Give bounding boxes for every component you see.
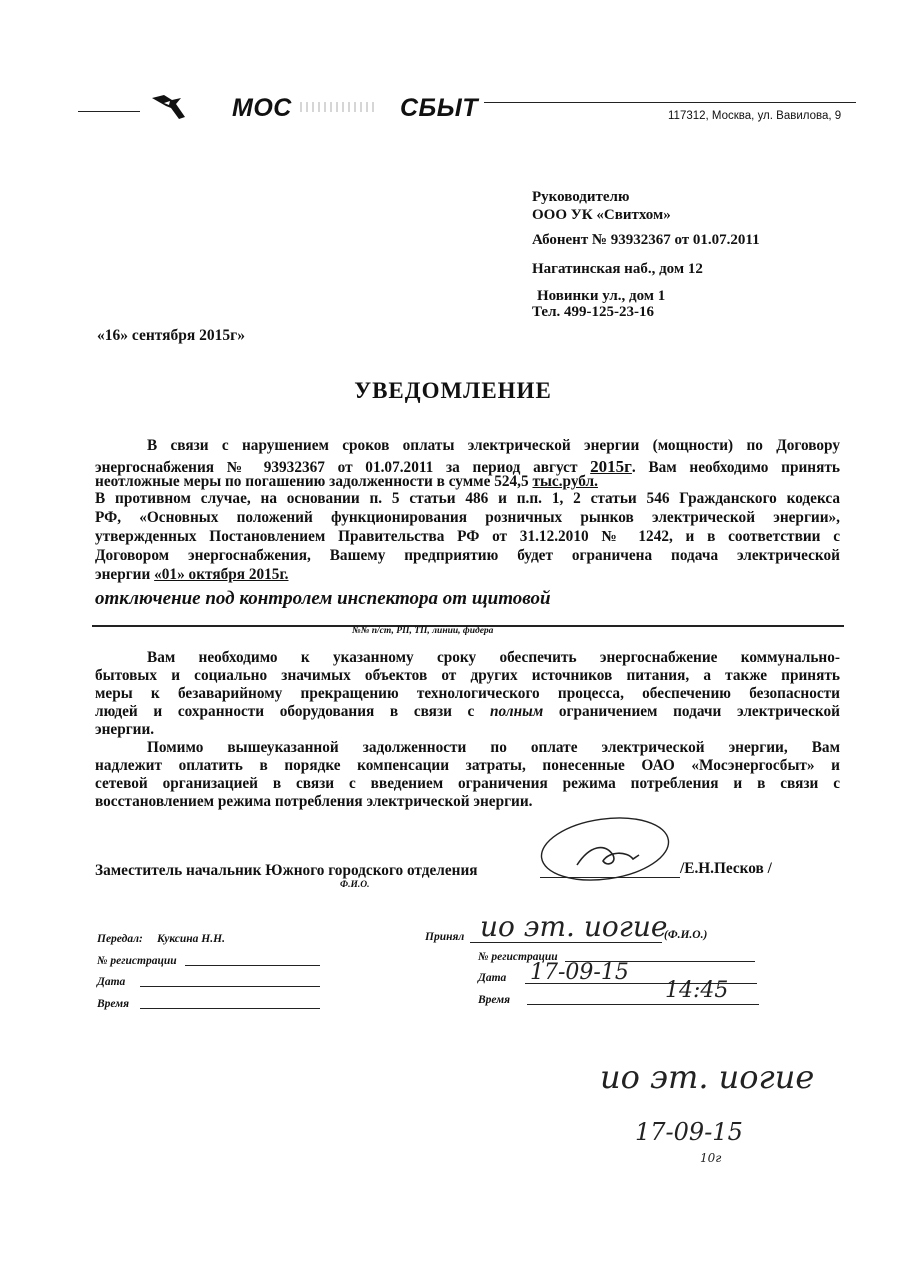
para1-line2: энергоснабжения № 93932367 от 01.07.2011 за период август 2015г. Вам необходимо принять	[95, 457, 840, 476]
left-time-line	[140, 1008, 320, 1009]
received-hw-time: 14:45	[665, 978, 729, 1003]
right-date-label: Дата	[478, 972, 507, 984]
logo-left: МОС	[232, 94, 292, 122]
logo-faded-middle	[300, 102, 378, 112]
left-reg-line	[185, 965, 320, 966]
footer-hw-name: ио эт. иогие	[600, 1058, 815, 1096]
letter-date: «16» сентября 2015г»	[97, 327, 245, 344]
debt-unit: тыс.рубл.	[532, 473, 598, 490]
logo-right: СБЫТ	[400, 94, 479, 122]
para2-line3: утвержденных Постановлением Правительства РФ от 31.12.2010 № 1242, и в соответствии с	[95, 528, 840, 545]
signer-name: /Е.Н.Песков /	[680, 860, 772, 877]
disconnect-caption: №№ п/ст, РП, ТП, линии, фидера	[352, 626, 494, 636]
right-reg-label: № регистрации	[478, 951, 558, 963]
para1-line1: В связи с нарушением сроков оплаты электрической энергии (мощности) по Договору	[147, 437, 840, 454]
signer-position: Заместитель начальник Южного городского отделения	[95, 862, 478, 879]
right-time-label: Время	[478, 994, 511, 1006]
para4-line1: Помимо вышеуказанной задолженности по оплате электрической энергии, Вам	[147, 739, 840, 756]
right-time-line	[527, 1004, 759, 1005]
received-hw-name: ио эт. иогие	[480, 910, 668, 943]
received-hw-date: 17-09-15	[530, 960, 629, 985]
footer-hw-date: 17-09-15	[635, 1118, 743, 1146]
para4-line3: сетевой организацией в связи с введением ограничения режима потребления и в связи с	[95, 775, 840, 792]
received-label: Принял	[425, 931, 465, 943]
disconnect-method: отключение под контролем инспектора от щитовой	[95, 588, 551, 609]
full-emphasis: полным	[489, 703, 544, 720]
recipient-line2: ООО УК «Свитхом»	[532, 207, 671, 223]
period-year: 2015г	[590, 457, 632, 476]
header-rule-right	[484, 102, 856, 103]
logo-bird-icon	[150, 92, 190, 126]
passed-label: Передал:	[97, 933, 143, 945]
para4-line4: восстановлением режима потребления электрической энергии.	[95, 793, 533, 810]
left-date-line	[140, 986, 320, 987]
recipient-subscriber: Абонент № 93932367 от 01.07.2011	[532, 232, 760, 248]
left-date-label: Дата	[97, 976, 126, 988]
para3-line2: бытовых и социально значимых объектов от других источников питания, а также принять	[95, 667, 840, 684]
document-title: УВЕДОМЛЕНИЕ	[354, 378, 552, 403]
header-rule-left	[78, 111, 140, 112]
fio-caption: Ф.И.О.	[340, 880, 370, 890]
recipient-phone: Тел. 499-125-23-16	[532, 304, 654, 320]
footer-hw-time: 10г	[700, 1151, 722, 1165]
recipient-address1: Нагатинская наб., дом 12	[532, 261, 703, 277]
recipient-line1: Руководителю	[532, 189, 630, 205]
para3-line5: энергии.	[95, 721, 155, 738]
para2-line5: энергии «01» октября 2015г.	[95, 566, 289, 583]
recipient-address2: Новинки ул., дом 1	[537, 288, 666, 304]
company-address: 117312, Москва, ул. Вавилова, 9	[668, 110, 842, 122]
para3-line1: Вам необходимо к указанному сроку обеспечить энергоснабжение коммунально-	[147, 649, 840, 666]
restriction-date: «01» октября 2015г.	[154, 566, 289, 583]
para3-line3: меры к безаварийному прекращению технологического процесса, обеспечению безопасности	[95, 685, 840, 702]
para1-line3: неотложные меры по погашению задолженности в сумме 524,5 тыс.рубл.	[95, 473, 598, 490]
left-reg-label: № регистрации	[97, 955, 177, 967]
para2-line4: Договором энергоснабжения, Вашему предприятию будет ограничена подача электрической	[95, 547, 840, 564]
para4-line2: надлежит оплатить в порядке компенсации затраты, понесенные ОАО «Мосэнергосбыт» и	[95, 757, 840, 774]
signature-scribble	[535, 815, 675, 885]
passed-name: Куксина Н.Н.	[157, 933, 225, 945]
para3-line4: людей и сохранности оборудования в связи с полным ограничением подачи электрической	[95, 703, 840, 720]
received-fio: (Ф.И.О.)	[664, 929, 708, 941]
para2-line2: РФ, «Основных положений функционирования розничных рынков электрической энергии»,	[95, 509, 840, 526]
left-time-label: Время	[97, 998, 130, 1010]
para2-line1: В противном случае, на основании п. 5 статьи 486 и п.п. 1, 2 статьи 546 Гражданского кодекса	[95, 490, 840, 507]
